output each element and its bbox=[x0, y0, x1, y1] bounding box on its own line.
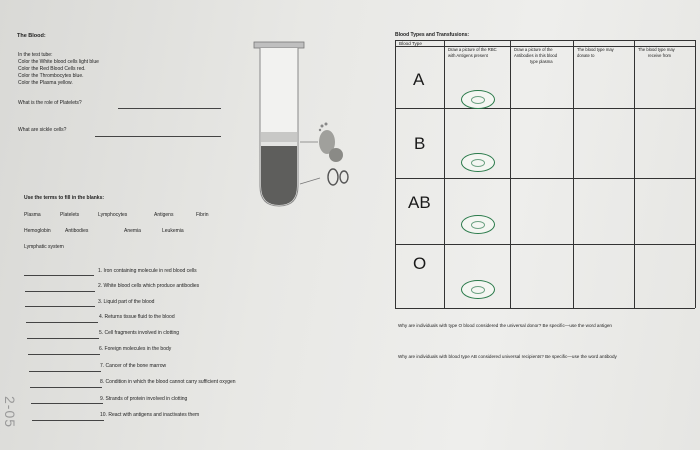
definition-8: 8. Condition in which the blood cannot carry sufficient oxygen bbox=[100, 379, 236, 385]
header-draw-antibodies: Draw a picture of the bbox=[514, 47, 553, 52]
blank-8[interactable] bbox=[30, 387, 102, 388]
blank-2[interactable] bbox=[25, 291, 95, 292]
red-cell-side-icon-2 bbox=[340, 171, 348, 183]
red-blood-cell-b bbox=[461, 153, 495, 172]
cell-cluster-icon bbox=[329, 148, 343, 162]
term-lymphatic-system: Lymphatic system bbox=[24, 244, 64, 250]
blood-type-o: O bbox=[413, 254, 427, 273]
red-blood-cell-a bbox=[461, 90, 495, 109]
blank-4[interactable] bbox=[26, 322, 98, 323]
red-blood-cell-o bbox=[461, 280, 495, 299]
red-cell-side-icon bbox=[328, 169, 338, 185]
definition-2: 2. White blood cells which produce antibodies bbox=[98, 283, 200, 289]
question-sickle-cells: What are sickle cells? bbox=[18, 127, 67, 133]
test-tube-plasma-band bbox=[261, 132, 297, 142]
definition-6: 6. Foreign molecules in the body bbox=[99, 346, 172, 352]
header-receive-2: receive from bbox=[648, 53, 672, 58]
term-leukemia: Leukemia bbox=[162, 228, 184, 234]
header-draw-rbc: Draw a picture of the RBC bbox=[448, 47, 497, 52]
instruction-line-4: Color the Thrombocytes blue. bbox=[18, 73, 84, 79]
instruction-line-1: In the test tube: bbox=[18, 52, 53, 58]
table-title: Blood Types and Transfusions: bbox=[395, 32, 470, 38]
header-draw-antibodies-3: type plasma bbox=[530, 59, 553, 64]
section-title-blood: The Blood: bbox=[17, 33, 46, 39]
blank-1[interactable] bbox=[24, 275, 94, 276]
instruction-line-3: Color the Red Blood Cells red. bbox=[18, 66, 86, 72]
answer-line-platelets[interactable] bbox=[118, 108, 221, 109]
instruction-line-2: Color the White blood cells light blue bbox=[18, 59, 99, 65]
definition-7: 7. Cancer of the bone marrow bbox=[100, 363, 167, 369]
blank-9[interactable] bbox=[31, 403, 103, 404]
header-donate: The blood type may bbox=[577, 47, 614, 52]
term-antibodies: Antibodies bbox=[65, 228, 89, 234]
question-platelets: What is the role of Platelets? bbox=[18, 100, 82, 106]
definition-10: 10. React with antigens and inactivates them bbox=[100, 412, 200, 418]
terms-heading: Use the terms to fill in the blanks: bbox=[24, 195, 105, 201]
definition-3: 3. Liquid part of the blood bbox=[98, 299, 155, 305]
term-platelets: Platelets bbox=[60, 212, 80, 218]
term-plasma: Plasma bbox=[24, 212, 41, 218]
blood-type-ab: AB bbox=[408, 193, 431, 212]
definition-4: 4. Returns tissue fluid to the blood bbox=[99, 314, 175, 320]
term-antigens: Antigens bbox=[154, 212, 174, 218]
term-hemoglobin: Hemoglobin bbox=[24, 228, 51, 234]
term-lymphocytes: Lymphocytes bbox=[98, 212, 128, 218]
header-blood-type: Blood Type bbox=[399, 41, 422, 46]
definition-1: 1. Iron containing molecule in red blood cells bbox=[98, 268, 197, 274]
definition-9: 9. Strands of protein involved in clotting bbox=[100, 396, 188, 402]
blank-6[interactable] bbox=[28, 354, 100, 355]
red-blood-cell-ab bbox=[461, 215, 495, 234]
header-draw-antibodies-2: Antibodies in this blood bbox=[514, 53, 558, 58]
test-tube-diagram bbox=[240, 36, 360, 216]
test-tube-rim bbox=[254, 42, 304, 48]
blank-5[interactable] bbox=[27, 338, 99, 339]
blank-7[interactable] bbox=[29, 371, 101, 372]
question-type-o: Why are individuals with type O blood considered the universal donor? Be specific—use the word antigen bbox=[398, 323, 612, 328]
term-anemia: Anemia bbox=[124, 228, 141, 234]
blood-type-b: B bbox=[414, 134, 426, 153]
header-receive: The blood type may bbox=[638, 47, 675, 52]
test-tube-red-cells bbox=[261, 146, 297, 205]
table-top-border bbox=[395, 40, 695, 41]
page-number-stamp: 2-05 bbox=[2, 396, 18, 429]
header-draw-rbc-2: with Antigens present bbox=[448, 53, 488, 58]
answer-line-sickle-cells[interactable] bbox=[95, 136, 221, 137]
term-fibrin: Fibrin bbox=[196, 212, 209, 218]
blank-3[interactable] bbox=[25, 306, 95, 307]
test-tube-buffy-coat bbox=[261, 142, 297, 146]
definition-5: 5. Cell fragments involved in clotting bbox=[99, 330, 180, 336]
blank-10[interactable] bbox=[32, 420, 104, 421]
instruction-line-5: Color the Plasma yellow. bbox=[18, 80, 73, 86]
header-donate-2: donate to bbox=[577, 53, 595, 58]
question-type-ab: Why are individuals with blood type AB considered universal recipients? Be specific—use the word antibody bbox=[398, 354, 617, 359]
blood-type-a: A bbox=[413, 70, 425, 89]
